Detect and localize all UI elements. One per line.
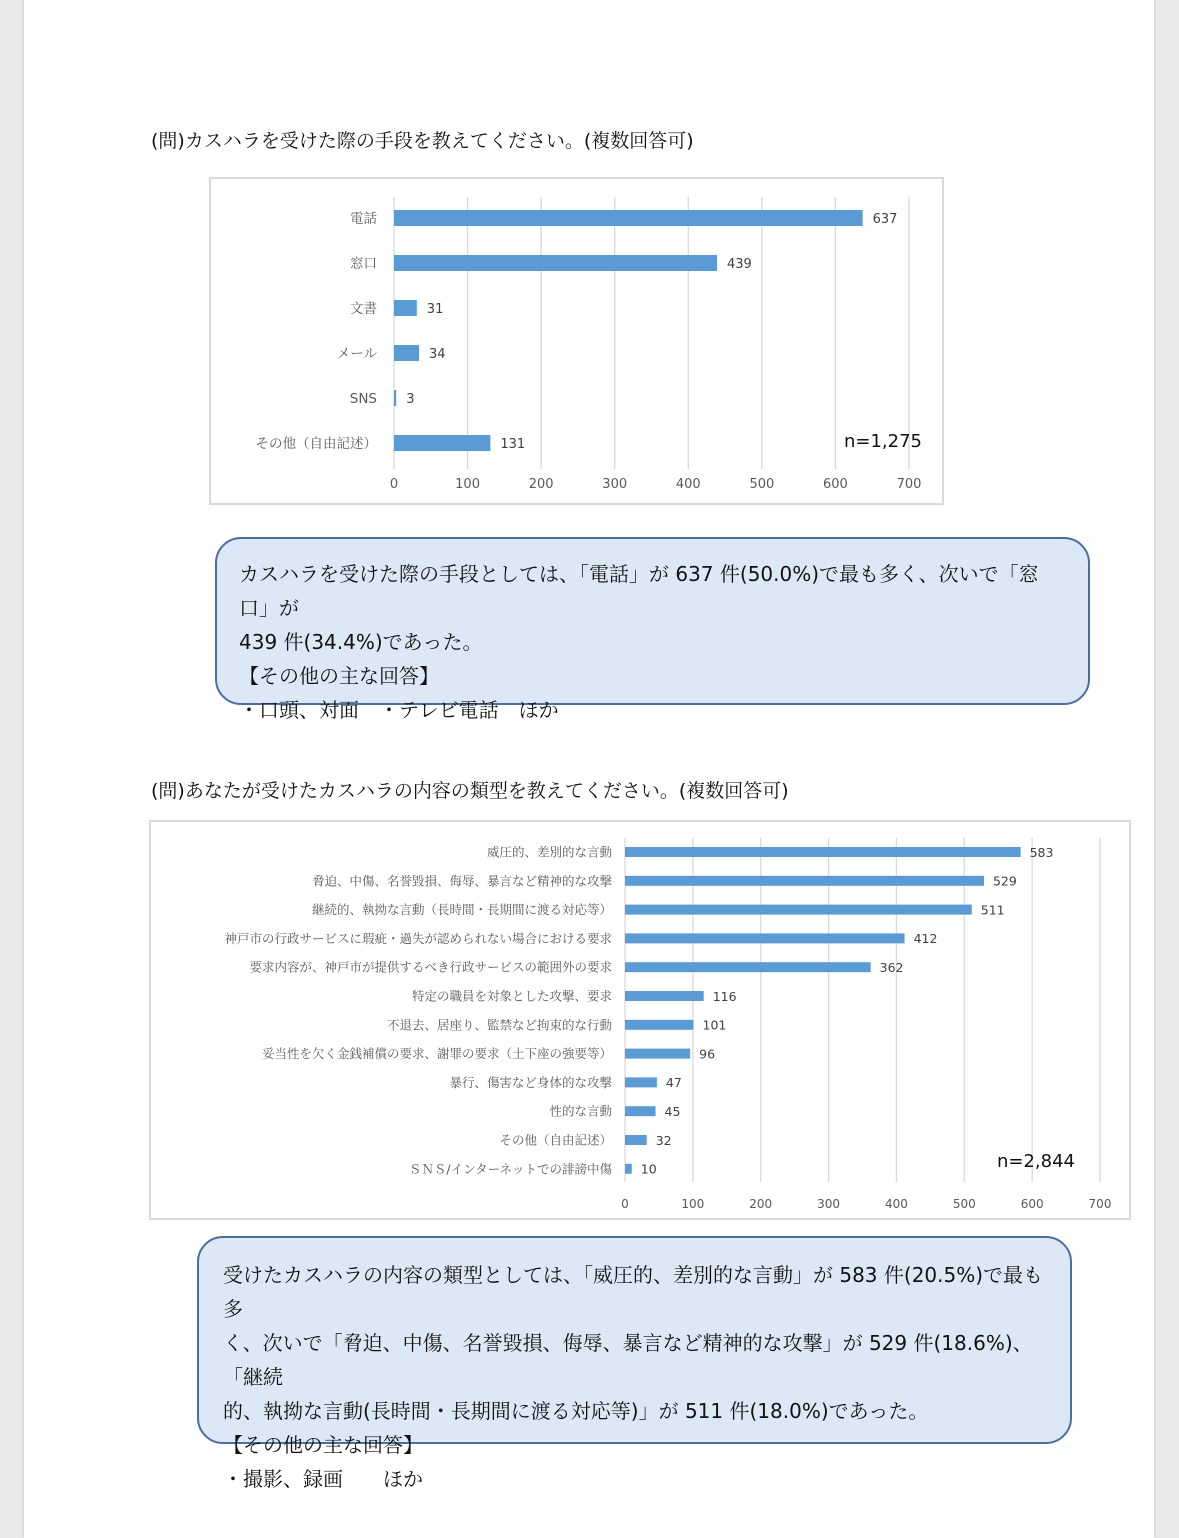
x-tick-label: 100 <box>681 1197 705 1211</box>
sample-size-annotation: n=1,275 <box>843 431 922 452</box>
data-label: 412 <box>913 931 938 947</box>
chart-contact-method <box>209 177 944 505</box>
data-label: 45 <box>664 1103 681 1119</box>
category-label: 継続的、執拗な言動（長時間・長期間に渡る対応等） <box>311 902 612 918</box>
bar <box>625 1106 656 1116</box>
data-label: 583 <box>1029 844 1054 860</box>
summary-2-line-4: 【その他の主な回答】 <box>223 1433 423 1457</box>
category-label: メール <box>336 345 377 362</box>
bar <box>394 390 396 406</box>
bar <box>394 345 419 361</box>
category-label: 性的な言動 <box>549 1103 612 1119</box>
x-tick-label: 700 <box>1088 1197 1112 1211</box>
category-label: その他（自由記述） <box>499 1132 612 1148</box>
data-label: 3 <box>406 391 415 407</box>
x-tick-label: 700 <box>896 477 922 492</box>
summary-box-2 <box>197 1236 1072 1491</box>
bar <box>625 962 871 972</box>
summary-1-line-3: 【その他の主な回答】 <box>239 664 439 688</box>
bar <box>625 1135 647 1145</box>
data-label: 10 <box>640 1161 657 1177</box>
chart-harassment-type <box>149 820 1131 1220</box>
x-tick-label: 400 <box>675 477 701 492</box>
data-label: 47 <box>665 1075 682 1091</box>
data-label: 511 <box>980 902 1005 918</box>
bar <box>625 905 972 915</box>
category-label: 妥当性を欠く金銭補償の要求、謝罪の要求（土下座の強要等） <box>261 1046 612 1062</box>
x-tick-label: 100 <box>455 477 480 492</box>
bar <box>625 991 704 1001</box>
question-1: (問)カスハラを受けた際の手段を教えてください。(複数回答可) <box>151 130 694 152</box>
summary-1-line-4: ・口頭、対面 ・テレビ電話 ほか <box>239 698 559 722</box>
question-2: (問)あなたが受けたカスハラの内容の類型を教えてください。(複数回答可) <box>151 780 789 802</box>
bar <box>625 847 1021 857</box>
x-tick-label: 600 <box>823 477 848 492</box>
x-tick-label: 300 <box>602 477 628 492</box>
category-label: 文書 <box>350 300 377 317</box>
bar <box>625 933 905 943</box>
chart-1-svg <box>211 179 942 503</box>
x-tick-label: 200 <box>749 1197 773 1211</box>
summary-2-line-2: く、次いで「脅迫、中傷、名誉毀損、侮辱、暴言など精神的な攻撃」が 529 件(18.6%)、「継続 <box>223 1331 1033 1389</box>
category-label: 要求内容が、神戸市が提供するべき行政サービスの範囲外の要求 <box>249 959 612 975</box>
bar <box>625 1077 657 1087</box>
sample-size-annotation: n=2,844 <box>996 1151 1075 1172</box>
x-tick-label: 200 <box>528 477 554 492</box>
chart-2-svg <box>151 822 1129 1218</box>
x-tick-label: 600 <box>1020 1197 1044 1211</box>
category-label: 脅迫、中傷、名誉毀損、侮辱、暴言など精神的な攻撃 <box>311 873 612 889</box>
x-tick-label: 400 <box>884 1197 908 1211</box>
data-label: 131 <box>500 436 526 452</box>
category-label: 暴行、傷害など身体的な攻撃 <box>449 1074 612 1090</box>
bar <box>625 1049 690 1059</box>
category-label: 特定の職員を対象とした攻撃、要求 <box>411 988 612 1004</box>
bar <box>625 1164 632 1174</box>
bar <box>394 435 490 451</box>
summary-2-line-3: 的、執拗な言動(長時間・長期間に渡る対応等)」が 511 件(18.0%)であった。 <box>223 1399 929 1423</box>
category-label: 威圧的、差別的な言動 <box>486 844 612 860</box>
bar <box>625 876 984 886</box>
bar <box>394 210 863 226</box>
summary-2-line-1: 受けたカスハラの内容の類型としては、「威圧的、差別的な言動」が 583 件(20.5%)で最も多 <box>223 1263 1044 1321</box>
category-label: 神戸市の行政サービスに瑕疵・過失が認められない場合における要求 <box>224 930 612 946</box>
data-label: 31 <box>426 301 444 317</box>
bar <box>394 255 717 271</box>
x-tick-label: 500 <box>952 1197 976 1211</box>
bar <box>625 1020 694 1030</box>
document-page <box>24 0 1154 1538</box>
summary-2-line-5: ・撮影、録画 ほか <box>223 1467 423 1491</box>
x-tick-label: 300 <box>817 1197 841 1211</box>
data-label: 362 <box>879 959 904 975</box>
data-label: 637 <box>872 211 898 227</box>
bar <box>394 300 417 316</box>
category-label: 窓口 <box>350 255 377 272</box>
data-label: 439 <box>726 256 752 272</box>
data-label: 101 <box>702 1017 727 1033</box>
summary-1-line-1: カスハラを受けた際の手段としては、「電話」が 637 件(50.0%)で最も多く、次いで「窓口」が <box>239 562 1039 620</box>
data-label: 32 <box>655 1132 672 1148</box>
category-label: 電話 <box>350 210 377 227</box>
category-label: SNS <box>349 390 377 407</box>
category-label: ＳＮＳ/インターネットでの誹謗中傷 <box>408 1161 612 1177</box>
x-tick-label: 500 <box>749 477 775 492</box>
data-label: 529 <box>992 873 1017 889</box>
data-label: 34 <box>429 346 446 362</box>
summary-1-line-2: 439 件(34.4%)であった。 <box>239 630 483 654</box>
x-tick-label: 0 <box>621 1197 629 1211</box>
summary-box-1 <box>215 537 1090 722</box>
data-label: 96 <box>699 1046 716 1062</box>
category-label: 不退去、居座り、監禁など拘束的な行動 <box>386 1017 612 1033</box>
data-label: 116 <box>712 988 737 1004</box>
x-tick-label: 0 <box>389 477 399 492</box>
category-label: その他（自由記述） <box>255 435 377 452</box>
